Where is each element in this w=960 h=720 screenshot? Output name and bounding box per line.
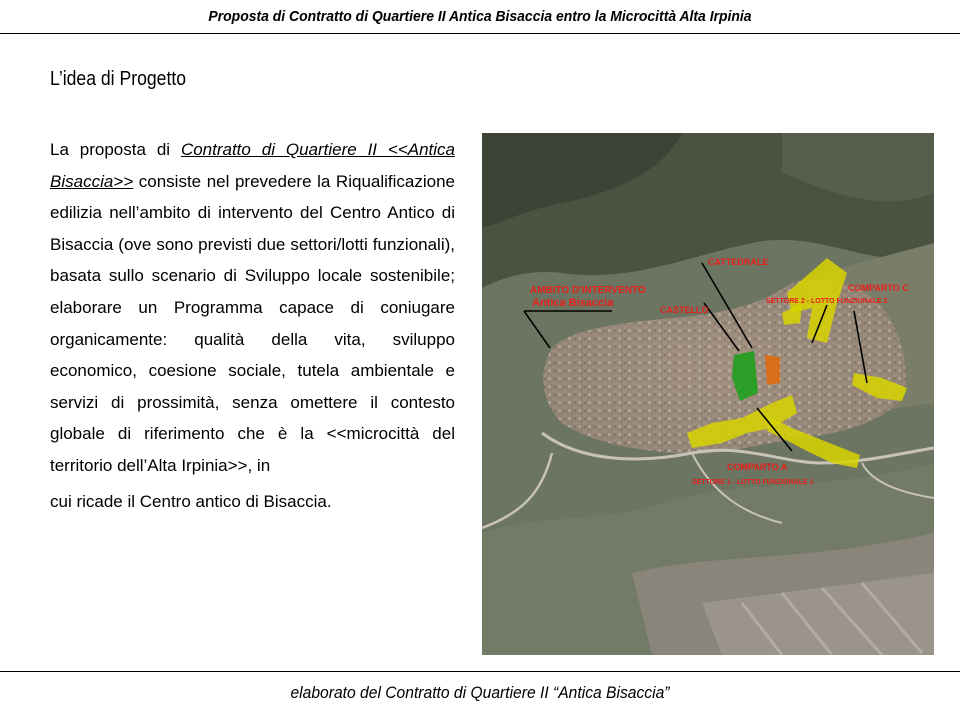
aerial-map-drawing: [482, 133, 934, 655]
map-label-cattedrale: CATTEDRALE: [708, 257, 769, 267]
footer-divider: [0, 671, 960, 672]
map-label-antica-bisaccia: Antica Bisaccia: [532, 297, 614, 309]
project-title-link: Contratto di Quartiere II <<Antica Bisaccia>>: [50, 140, 456, 191]
section-heading: L’idea di Progetto: [50, 68, 187, 90]
map-label-comparto-c: COMPARTO C: [848, 283, 909, 293]
paragraph-lead: La proposta di: [50, 140, 181, 159]
map-label-settore-2: SETTORE 2 - LOTTO FUNZIONALE 2: [766, 298, 888, 305]
body-paragraph: [50, 134, 455, 517]
map-label-castello: CASTELLO: [660, 305, 709, 315]
slide-header: [0, 0, 960, 34]
header-divider: [0, 33, 960, 34]
paragraph-body: consiste nel prevedere la Riqualificazione edilizia nell’ambito di intervento del Centro Antico di Bisaccia (ove sono previsti due settori/lotti funzionali), basata sullo scenario di Sviluppo locale sostenibile; elaborare un Programma capace di coniugare organicamente: qualità della vita, sviluppo economico, coesione sociale, tutela ambientale e servizi di prossimità, senza omettere il contesto globale di riferimento che è la <<microcittà del territorio dell’Alta Irpinia>>, in: [50, 171, 455, 475]
paragraph-last-line: cui ricade il Centro antico di Bisaccia.: [50, 491, 332, 511]
aerial-map-image: [482, 133, 934, 655]
header-title: Proposta di Contratto di Quartiere II Antica Bisaccia entro la Microcittà Alta Irpinia: [208, 8, 752, 25]
slide-footer: elaborato del Contratto di Quartiere II “Antica Bisaccia”: [290, 683, 670, 702]
map-label-comparto-a: COMPARTO A: [727, 462, 788, 472]
map-label-ambito: AMBITO D'INTERVENTO: [530, 285, 646, 296]
map-label-settore-1: SETTORE 1 - LOTTO FUNZIONALE 1: [692, 479, 814, 486]
